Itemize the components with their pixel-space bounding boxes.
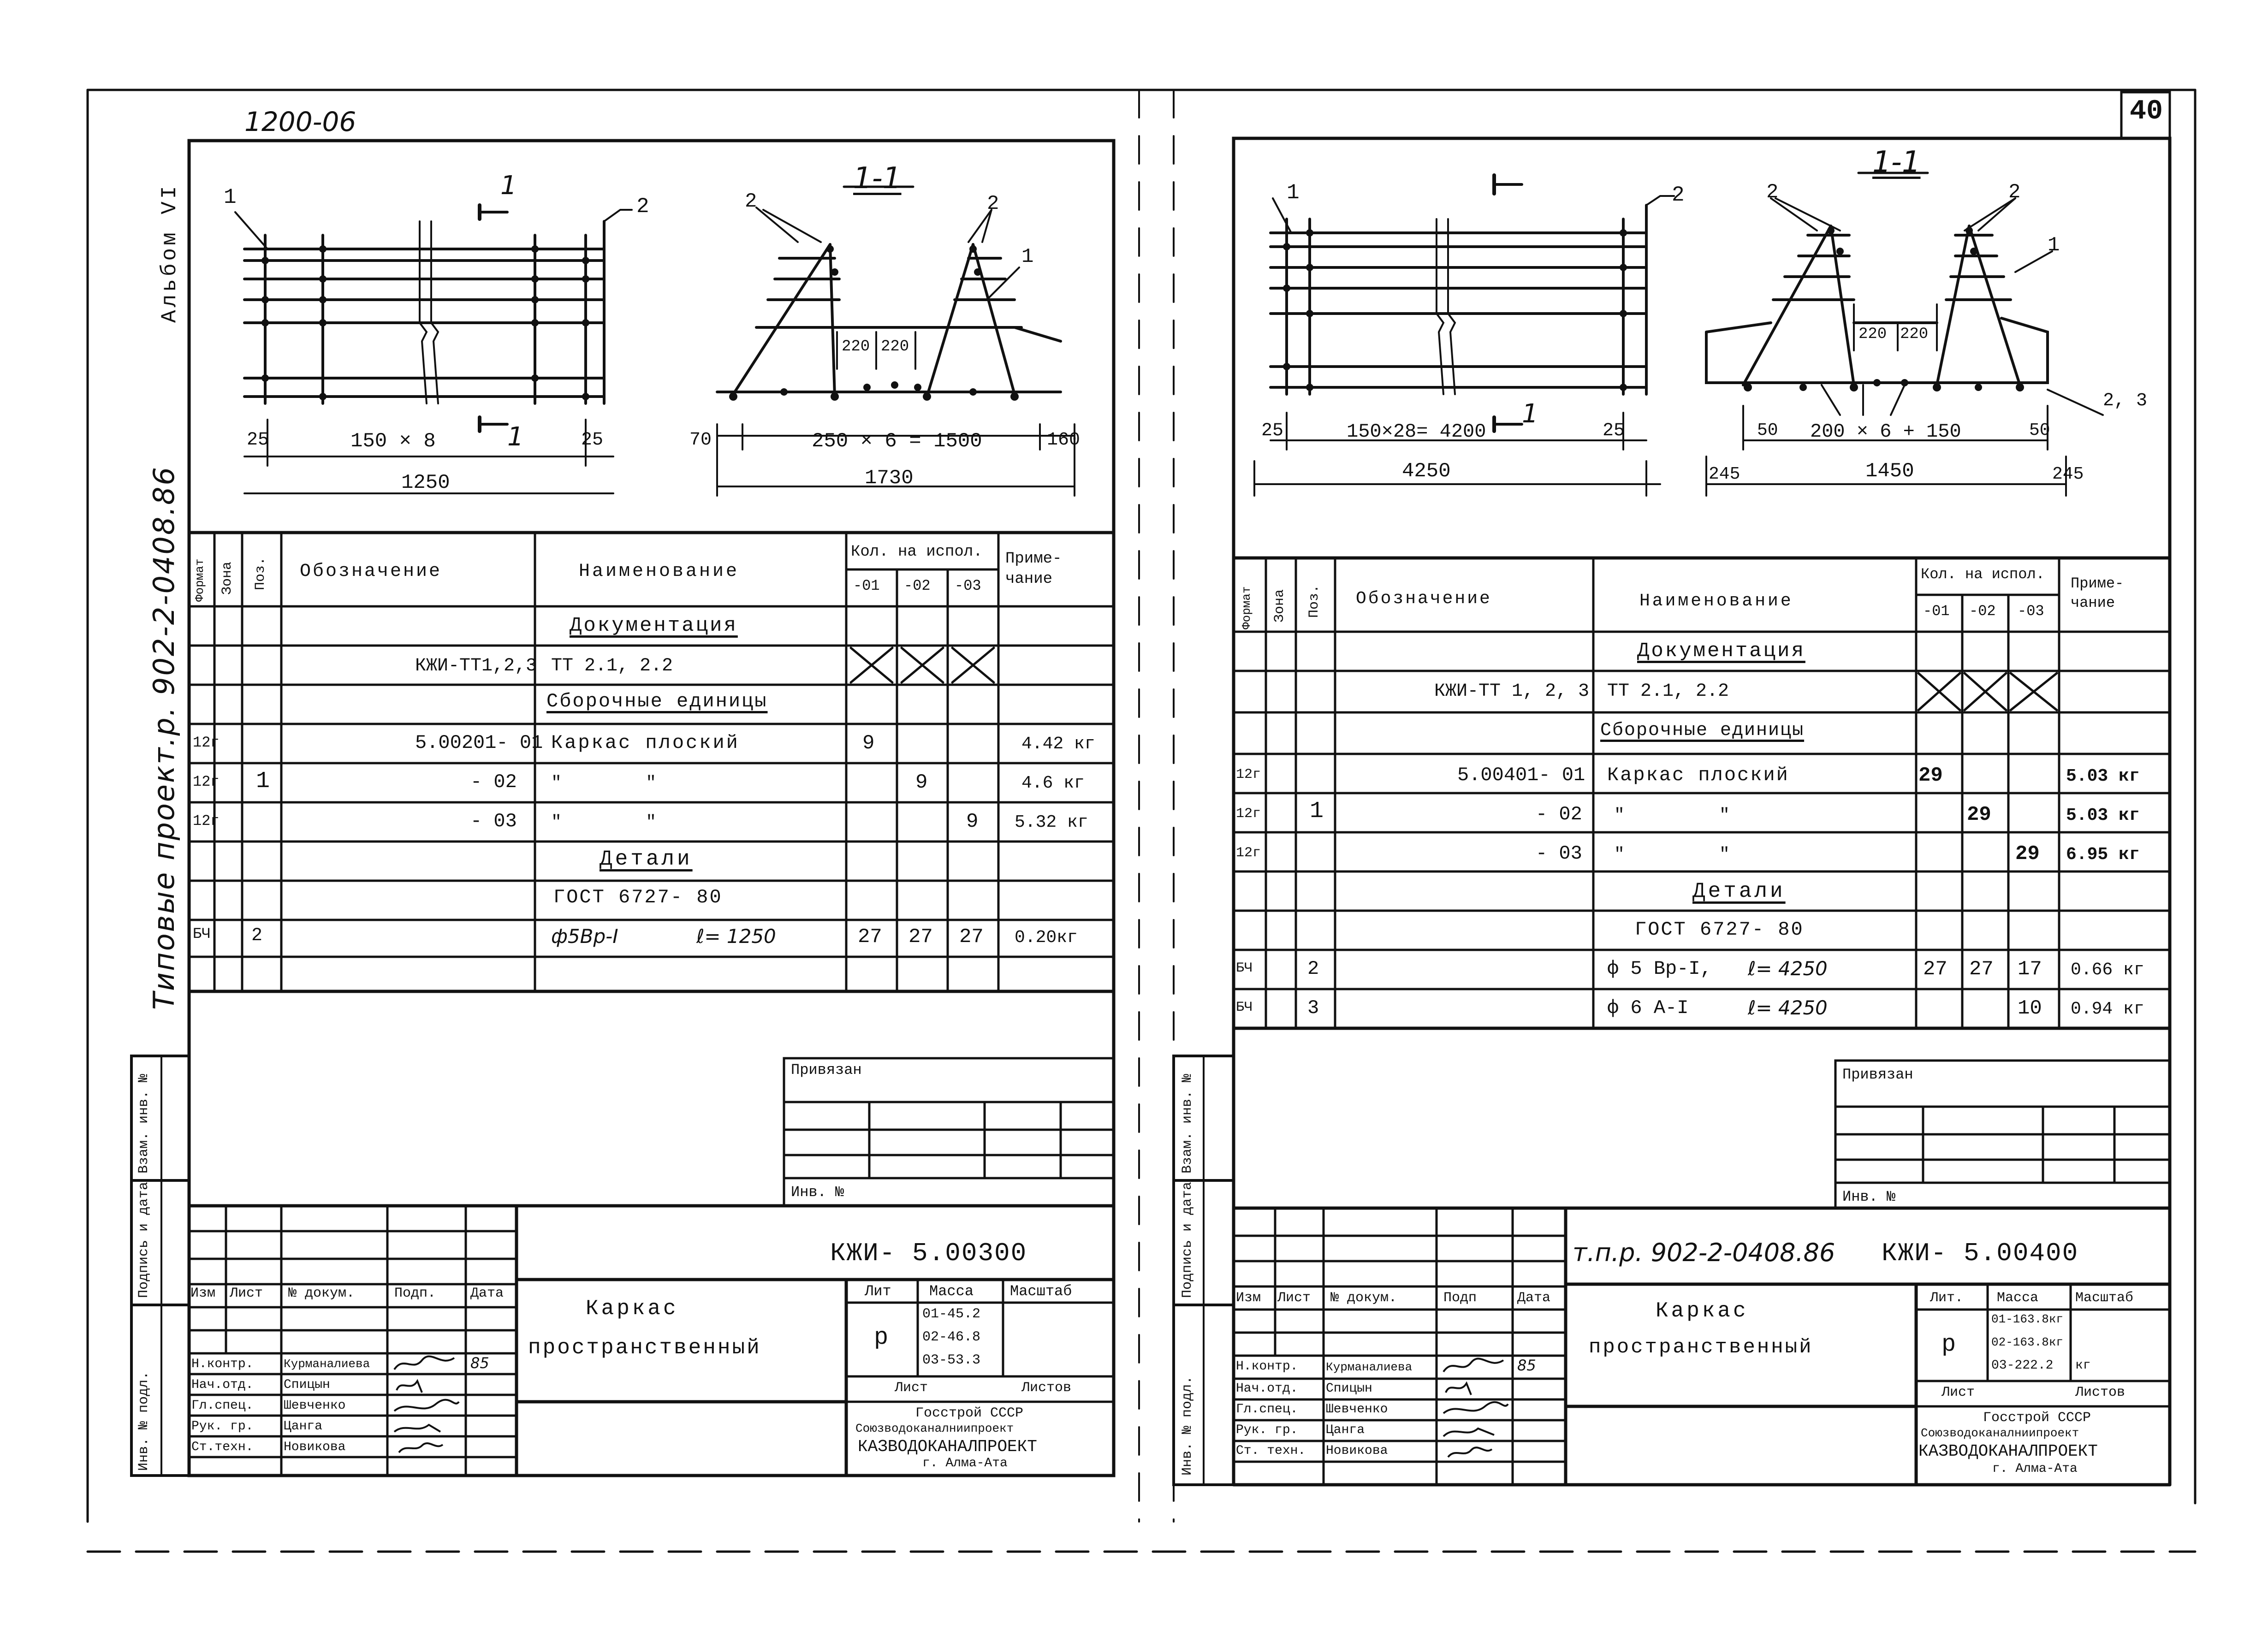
left-part-note: 0.20кг xyxy=(1015,928,1078,948)
left-side-stamp-1: Взам. инв. № xyxy=(136,1073,152,1174)
left-row2-q2: 9 xyxy=(915,771,928,794)
left-section-title: 1-1 xyxy=(853,161,902,196)
left-spec-h-format: Формат xyxy=(193,558,207,602)
left-spec-doc-designation: КЖИ-ТТ1,2,3 xyxy=(415,656,537,676)
left-row3-note: 5.32 кг xyxy=(1015,812,1088,832)
left-album-label: Альбом VI xyxy=(158,183,182,323)
right-part1-length: ℓ= 4250 xyxy=(1748,957,1828,980)
left-dim-mid: 150 × 8 xyxy=(350,430,436,453)
right-row3-format: 12г xyxy=(1236,845,1261,861)
right-part1-note: 0.66 кг xyxy=(2071,960,2144,980)
right-stamp-mass-3: 03-222.2 xyxy=(1991,1358,2054,1373)
left-row1-designation: 5.00201- 01 xyxy=(415,732,543,754)
left-cut-mark-bottom: 1 xyxy=(507,422,524,452)
right-spec-h-q2: -02 xyxy=(1969,603,1996,620)
right-part2-name: ф 6 А-I xyxy=(1607,997,1689,1019)
right-row1-note: 5.03 кг xyxy=(2066,766,2140,786)
right-leader-2: 2 xyxy=(1672,183,1685,207)
right-spec-h-q3: -03 xyxy=(2018,603,2044,620)
left-section-dim-right: 160 xyxy=(1047,430,1081,450)
right-section-title: 1-1 xyxy=(1872,145,1921,179)
right-dim-right: 25 xyxy=(1603,421,1625,441)
right-section-dim-l245: 245 xyxy=(1709,464,1740,484)
left-row2-format: 12г xyxy=(193,773,220,790)
left-stamp-h-doc: № докум. xyxy=(288,1286,355,1301)
right-stamp-lit-h: Лит. xyxy=(1930,1290,1964,1306)
right-stamp-org-3: КАЗВОДОКАНАЛПРОЕКТ xyxy=(1918,1442,2098,1461)
left-section-dim-left: 70 xyxy=(689,430,712,450)
left-stamp-code: КЖИ- 5.00300 xyxy=(830,1239,1027,1268)
right-signatures xyxy=(1439,1356,1513,1462)
left-staff-5-role: Ст.техн. xyxy=(191,1440,254,1454)
right-section-gap-b: 220 xyxy=(1900,326,1929,343)
right-dim-left: 25 xyxy=(1261,421,1284,441)
left-row3-q3: 9 xyxy=(966,810,979,833)
right-rows-pos: 1 xyxy=(1310,798,1324,824)
right-cut-mark: 1 xyxy=(1522,399,1538,429)
right-row3-q3: 29 xyxy=(2015,842,2040,865)
left-dim-right: 25 xyxy=(581,430,604,450)
right-part2-q3: 10 xyxy=(2018,997,2042,1020)
left-row3-designation: - 03 xyxy=(470,810,517,832)
right-staff-3-role: Гл.спец. xyxy=(1236,1402,1298,1417)
left-spec-h-pos: Поз. xyxy=(253,557,268,590)
left-dim-total: 1250 xyxy=(401,471,450,494)
right-spec-h-q1: -01 xyxy=(1923,603,1950,620)
right-stamp-sheet-h: Лист xyxy=(1941,1385,1975,1400)
left-part-length: ℓ= 1250 xyxy=(696,925,776,948)
right-row2-q2: 29 xyxy=(1967,803,1991,826)
left-spec-h-qty: Кол. на испол. xyxy=(851,543,983,561)
left-stamp-mass-h: Масса xyxy=(929,1283,974,1300)
left-staff-1-date: 85 xyxy=(470,1354,489,1372)
right-side-stamp-2: Подпись и дата xyxy=(1180,1181,1195,1298)
right-staff-5-role: Ст. техн. xyxy=(1236,1444,1306,1458)
left-side-stamp-3: Инв. № подл. xyxy=(136,1371,152,1471)
right-staff-4-role: Рук. гр. xyxy=(1236,1423,1298,1437)
right-spec-h-pos: Поз. xyxy=(1306,584,1322,618)
right-stamp-org-1: Госстрой СССР xyxy=(1983,1410,2091,1426)
right-row3-designation: - 03 xyxy=(1536,842,1582,865)
left-stamp-mass-1: 01-45.2 xyxy=(922,1306,981,1322)
left-row3-format: 12г xyxy=(193,812,220,830)
right-stamp-mass-2: 02-163.8кг xyxy=(1991,1335,2064,1349)
right-section-dim-total: 1450 xyxy=(1865,460,1914,483)
left-staff-1-name: Курманалиева xyxy=(284,1357,370,1371)
left-stamp-h-list: Лист xyxy=(230,1286,263,1301)
right-row2-format: 12г xyxy=(1236,806,1261,822)
right-section-dim-l50: 50 xyxy=(1757,421,1778,440)
left-spec-h-name: Наименование xyxy=(579,561,740,582)
left-row1-q1: 9 xyxy=(862,732,875,755)
left-project-title: Типовые проект.р. 902-2-0408.86 xyxy=(147,466,181,1010)
right-stamp-code: КЖИ- 5.00400 xyxy=(1882,1239,2079,1268)
left-spec-sec-doc: Документация xyxy=(570,614,738,637)
right-side-stamp-1: Взам. инв. № xyxy=(1180,1073,1195,1174)
left-stamp-title-1: Каркас xyxy=(586,1297,679,1321)
right-spec-h-designation: Обозначение xyxy=(1356,589,1492,609)
left-part-q1: 27 xyxy=(858,925,882,948)
right-part1-q1: 27 xyxy=(1923,958,1947,981)
left-spec-h-designation: Обозначение xyxy=(300,561,442,582)
right-spec-h-format: Формат xyxy=(1240,586,1253,629)
left-row2-designation: - 02 xyxy=(470,771,517,793)
right-row2-designation: - 02 xyxy=(1536,803,1582,825)
left-stamp-lit-h: Лит xyxy=(865,1283,891,1300)
left-staff-2-role: Нач.отд. xyxy=(191,1378,254,1392)
right-part2-length: ℓ= 4250 xyxy=(1748,996,1828,1019)
left-section-leader-2b: 2 xyxy=(987,192,999,215)
right-stamp-sheets-h: Листов xyxy=(2075,1385,2126,1400)
left-spec-sec-parts: Детали xyxy=(600,847,693,871)
right-section-leader-2b: 2 xyxy=(2008,181,2021,204)
left-stamp-h-date: Дата xyxy=(470,1286,504,1301)
right-staff-1-role: Н.контр. xyxy=(1236,1359,1298,1374)
left-spec-h-q1: -01 xyxy=(853,577,880,594)
right-stamp-mass-h: Масса xyxy=(1997,1290,2039,1306)
right-spec-doc-name: ТТ 2.1, 2.2 xyxy=(1607,681,1729,702)
right-spec-sec-parts: Детали xyxy=(1692,879,1786,903)
right-stamp-code-prefix: т.п.р. 902-2-0408.86 xyxy=(1573,1238,1835,1267)
left-section-leader-1: 1 xyxy=(1021,245,1034,268)
left-stamp-scale-h: Масштаб xyxy=(1010,1283,1072,1300)
right-spec-h-zone: Зона xyxy=(1272,589,1288,622)
left-part-format: БЧ xyxy=(193,925,211,942)
right-stamp-title-2: пространственный xyxy=(1589,1336,1813,1359)
right-spec-gost: ГОСТ 6727- 80 xyxy=(1635,919,1804,941)
right-row2-name: " " xyxy=(1614,806,1730,825)
right-staff-4-name: Цанга xyxy=(1326,1423,1365,1437)
left-part-q3: 27 xyxy=(959,925,984,948)
left-row1-note: 4.42 кг xyxy=(1021,734,1095,754)
right-stamp-h-doc: № докум. xyxy=(1330,1290,1397,1306)
left-stamp-sheet-h: Лист xyxy=(895,1380,928,1396)
right-stamp-scale-h: Масштаб xyxy=(2075,1290,2134,1306)
right-side-stamp-3: Инв. № подл. xyxy=(1180,1375,1195,1476)
right-row1-designation: 5.00401- 01 xyxy=(1457,764,1585,786)
left-spec-h-q2: -02 xyxy=(904,577,931,594)
right-part1-q3: 17 xyxy=(2018,958,2042,981)
right-row1-format: 12г xyxy=(1236,767,1261,782)
left-stamp-h-izm: Изм xyxy=(190,1286,216,1301)
left-side-stamp-2: Подпись и дата xyxy=(136,1181,152,1298)
left-row3-name: " " xyxy=(551,812,657,832)
right-row3-name: " " xyxy=(1614,845,1730,865)
right-part1-q2: 27 xyxy=(1969,958,1994,981)
right-spec-h-name: Наименование xyxy=(1639,591,1793,611)
right-stamp-title-1: Каркас xyxy=(1656,1299,1749,1323)
left-staff-3-role: Гл.спец. xyxy=(191,1399,254,1413)
right-section-dim-mid: 200 × 6 + 150 xyxy=(1810,421,1961,443)
right-spec-doc-designation: КЖИ-ТТ 1, 2, 3 xyxy=(1434,681,1590,702)
right-section-gap-a: 220 xyxy=(1858,326,1887,343)
right-stamp-org-4: г. Алма-Ата xyxy=(1992,1462,2078,1476)
right-row1-name: Каркас плоский xyxy=(1607,764,1789,786)
right-dim-total: 4250 xyxy=(1402,460,1451,483)
right-stamp-h-izm: Изм xyxy=(1236,1290,1261,1306)
left-staff-1-role: Н.контр. xyxy=(191,1357,254,1371)
right-section-leader-1: 1 xyxy=(2048,234,2060,257)
right-spec-sec-doc: Документация xyxy=(1637,640,1805,663)
left-stamp-org-4: г. Алма-Ата xyxy=(922,1456,1008,1470)
right-part1-format: БЧ xyxy=(1236,960,1253,976)
right-inv-no: Инв. № xyxy=(1842,1188,1896,1205)
left-spec-h-zone: Зона xyxy=(220,561,235,595)
right-section-leader-2a: 2 xyxy=(1766,181,1779,204)
right-part1-pos: 2 xyxy=(1307,958,1319,980)
right-part1-name: ф 5 Вр-I, xyxy=(1607,958,1712,980)
right-stamp-lit: р xyxy=(1941,1331,1956,1358)
right-privyazan: Привязан xyxy=(1842,1066,1913,1083)
right-row1-q1: 29 xyxy=(1918,764,1943,787)
right-stamp-mass-unit: кг xyxy=(2075,1358,2091,1373)
right-stamp-org-2: Союзводоканалниипроект xyxy=(1921,1426,2079,1440)
right-stamp-h-list: Лист xyxy=(1277,1290,1311,1306)
right-spec-sec-asm: Сборочные единицы xyxy=(1600,720,1805,741)
right-staff-1-name: Курманалиева xyxy=(1326,1360,1413,1374)
left-staff-3-name: Шевченко xyxy=(284,1399,346,1413)
left-spec-sec-asm: Сборочные единицы xyxy=(546,690,768,712)
right-staff-5-name: Новикова xyxy=(1326,1444,1388,1458)
corner-number: 40 xyxy=(2130,96,2163,127)
right-row2-note: 5.03 кг xyxy=(2066,806,2140,825)
left-section-gap-a: 220 xyxy=(842,338,870,356)
right-stamp-mass-1: 01-163.8кг xyxy=(1991,1312,2064,1326)
right-staff-1-date: 85 xyxy=(1517,1357,1536,1374)
right-stamp-h-sign: Подп xyxy=(1443,1290,1477,1306)
left-stamp-org-1: Госстрой СССР xyxy=(915,1405,1024,1421)
right-part2-format: БЧ xyxy=(1236,1000,1253,1015)
left-stamp-org-3: КАЗВОДОКАНАЛПРОЕКТ xyxy=(858,1437,1037,1456)
left-row1-format: 12г xyxy=(193,734,220,751)
right-staff-2-role: Нач.отд. xyxy=(1236,1381,1298,1396)
left-cut-mark-top: 1 xyxy=(500,171,517,201)
left-signatures xyxy=(390,1353,463,1457)
right-part2-pos: 3 xyxy=(1307,997,1319,1019)
right-section-dim-r50: 50 xyxy=(2029,421,2050,440)
left-stamp-h-sign: Подп. xyxy=(394,1286,436,1301)
left-spec-doc-name: ТТ 2.1, 2.2 xyxy=(551,656,673,676)
left-dim-left: 25 xyxy=(247,430,269,450)
left-row2-name: " " xyxy=(551,773,657,793)
left-stamp-org-2: Союзводоканалниипроект xyxy=(855,1422,1014,1435)
left-stamp-mass-3: 03-53.3 xyxy=(922,1352,981,1368)
left-section-leader-2a: 2 xyxy=(745,190,757,213)
right-row3-note: 6.95 кг xyxy=(2066,845,2140,865)
left-stamp-sheets-h: Листов xyxy=(1021,1380,1072,1396)
left-part-name: ф5Вр-I xyxy=(551,925,618,948)
left-inv-no: Инв. № xyxy=(791,1184,844,1201)
left-staff-2-name: Спицын xyxy=(284,1378,330,1392)
right-section-leader-23: 2, 3 xyxy=(2103,391,2148,411)
right-leader-1: 1 xyxy=(1287,181,1300,205)
left-part-q2: 27 xyxy=(908,925,933,948)
right-part2-note: 0.94 кг xyxy=(2071,999,2144,1019)
right-stamp-h-date: Дата xyxy=(1517,1290,1551,1306)
right-dim-mid: 150×28= 4200 xyxy=(1347,421,1486,443)
left-section-gap-b: 220 xyxy=(881,338,909,356)
left-stamp-title-2: пространственный xyxy=(528,1336,761,1360)
left-leader-2: 2 xyxy=(636,195,649,219)
right-staff-3-name: Шевченко xyxy=(1326,1402,1388,1417)
left-part-pos: 2 xyxy=(251,925,263,946)
left-spec-h-q3: -03 xyxy=(955,577,981,594)
left-section-dim-total: 1730 xyxy=(865,467,914,490)
left-leader-1: 1 xyxy=(224,185,237,209)
left-top-code: 1200-06 xyxy=(244,106,356,137)
left-row2-note: 4.6 кг xyxy=(1021,773,1085,793)
left-stamp-lit: р xyxy=(874,1324,889,1351)
left-staff-4-role: Рук. гр. xyxy=(191,1419,254,1434)
right-spec-h-note: Приме- чание xyxy=(2071,575,2124,611)
left-privyazan: Привязан xyxy=(791,1061,862,1079)
right-section-dim-r245: 245 xyxy=(2052,464,2084,484)
left-spec-gost: ГОСТ 6727- 80 xyxy=(553,886,723,908)
left-rows-pos: 1 xyxy=(256,768,270,794)
left-row1-name: Каркас плоский xyxy=(551,732,740,754)
left-staff-4-name: Цанга xyxy=(284,1419,323,1434)
left-stamp-mass-2: 02-46.8 xyxy=(922,1329,981,1345)
right-staff-2-name: Спицын xyxy=(1326,1381,1372,1396)
right-spec-h-qty: Кол. на испол. xyxy=(1921,566,2045,583)
left-staff-5-name: Новикова xyxy=(284,1440,346,1454)
left-section-dim-mid: 250 × 6 = 1500 xyxy=(812,430,982,453)
left-spec-h-note: Приме- чание xyxy=(1005,550,1062,588)
